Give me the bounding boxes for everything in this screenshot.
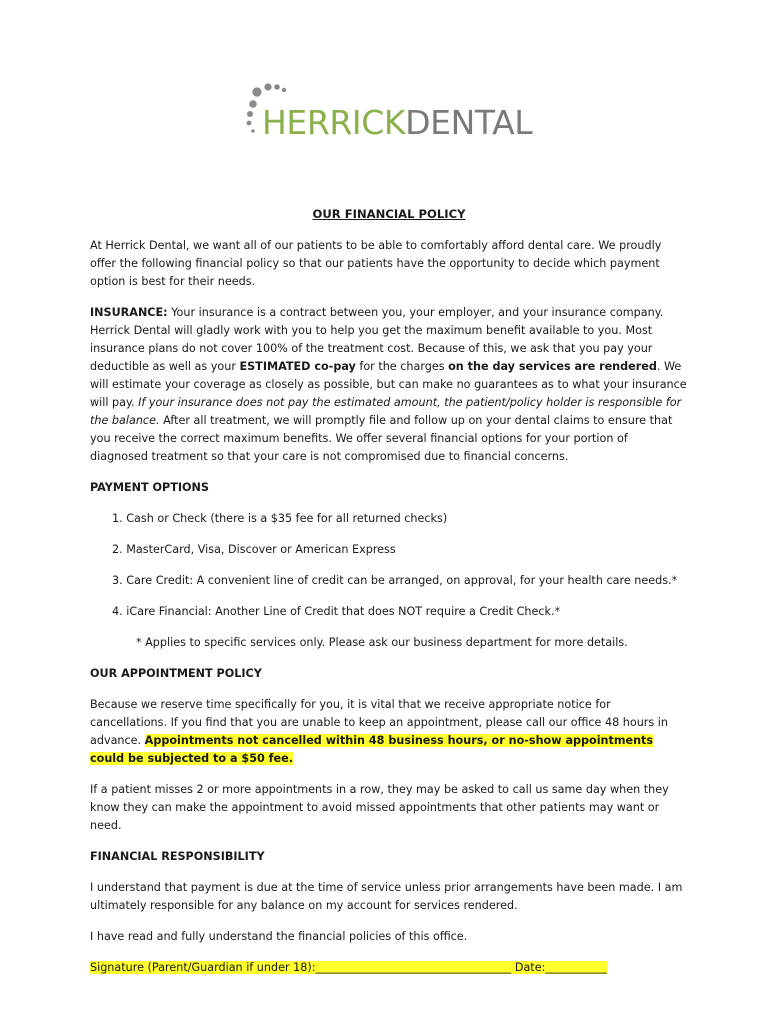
day-of-service: on the day services are rendered bbox=[448, 360, 657, 373]
signature-line[interactable] bbox=[90, 959, 688, 977]
acknowledgement-paragraph: I have read and fully understand the financial policies of this office. bbox=[90, 930, 468, 943]
list-item: 3. Care Credit: A convenient line of credit can be arranged, on approval, for your health care needs.* bbox=[112, 574, 678, 587]
appointment-policy-heading: OUR APPOINTMENT POLICY bbox=[90, 667, 262, 680]
payment-options-list bbox=[90, 510, 688, 621]
responsibility-paragraph: I understand that payment is due at the time of service unless prior arrangements have been made. I am ultimately responsible for any balance on my account for services rendered. bbox=[90, 881, 683, 912]
list-item: 2. MasterCard, Visa, Discover or American Express bbox=[112, 543, 396, 556]
payment-options-note: * Applies to specific services only. Please ask our business department for more details. bbox=[136, 636, 628, 649]
balance-responsibility-note: If your insurance does not pay the estimated amount, the patient/policy holder is responsible for the balance. bbox=[90, 396, 682, 427]
insurance-text: . We will estimate your coverage as closely as possible, but can make no guarantees as to what your insurance will pay. bbox=[90, 360, 687, 409]
intro-paragraph: At Herrick Dental, we want all of our patients to be able to comfortably afford dental care. We proudly offer the following financial policy so that our patients have the opportunity to decide which payment option is best for their needs. bbox=[90, 239, 662, 288]
appointment-paragraph bbox=[90, 696, 688, 768]
insurance-text: Your insurance is a contract between you, your employer, and your insurance company. Herrick Dental will gladly work with you to help you get the maximum benefit available to you. Most insurance plans do not cover 100% of the treatment cost. Because of this, we ask that you pay your deductible as well as your bbox=[90, 306, 664, 373]
insurance-label: INSURANCE: bbox=[90, 306, 168, 319]
missed-appointments-paragraph: If a patient misses 2 or more appointments in a row, they may be asked to call us same day when they know they can make the appointment to avoid missed appointments that other patients may want or need. bbox=[90, 783, 669, 832]
herrick-dental-logo bbox=[244, 78, 534, 142]
insurance-text: for the charges bbox=[355, 360, 449, 373]
logo-word-herrick: HERRICK bbox=[262, 103, 406, 142]
appointment-text: Because we reserve time specifically for you, it is vital that we receive appropriate notice for cancellations. If you find that you are unable to keep an appointment, please call our office 48 hours in advance. bbox=[90, 698, 668, 747]
logo-word-dental: DENTAL bbox=[405, 103, 533, 142]
list-item: 4. iCare Financial: Another Line of Credit that does NOT require a Credit Check.* bbox=[112, 605, 561, 618]
insurance-text: After all treatment, we will promptly file and follow up on your dental claims to ensure that you receive the correct maximum benefits. We offer several financial options for your portion of diagnosed treatment so that your care is not compromised due to financial concerns. bbox=[90, 414, 673, 463]
estimated-copay: ESTIMATED co-pay bbox=[239, 360, 356, 373]
signature-field[interactable]: Signature (Parent/Guardian if under 18):___________________________________ Date:___________ bbox=[90, 961, 607, 974]
page-title: OUR FINANCIAL POLICY bbox=[312, 207, 466, 221]
logo-wordmark bbox=[262, 103, 533, 142]
policy-document bbox=[90, 205, 688, 977]
payment-options-heading: PAYMENT OPTIONS bbox=[90, 481, 209, 494]
insurance-paragraph bbox=[90, 304, 688, 466]
financial-responsibility-heading: FINANCIAL RESPONSIBILITY bbox=[90, 850, 265, 863]
list-item: 1. Cash or Check (there is a $35 fee for all returned checks) bbox=[112, 512, 448, 525]
cancellation-fee-highlight: Appointments not cancelled within 48 business hours, or no-show appointments could be subjected to a $50 fee. bbox=[90, 734, 654, 765]
